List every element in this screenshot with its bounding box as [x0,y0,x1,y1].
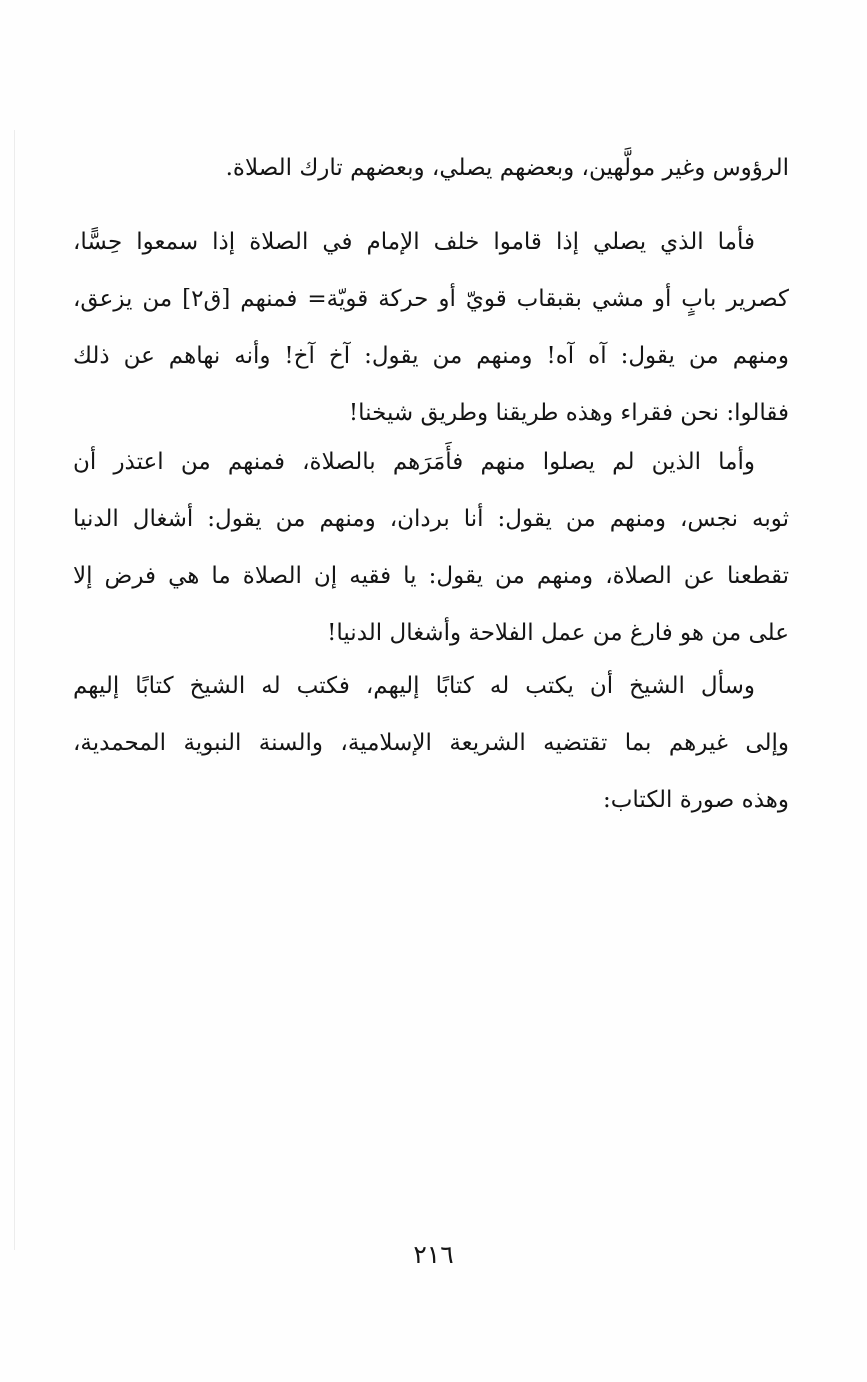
text-line: على من هو فارغ من عمل الفلاحة وأشغال الدنيا! [327,620,789,646]
text-line: فأما الذي يصلي إذا قاموا خلف الإمام في الصلاة إذا سمعوا حِسًّا، [73,229,755,255]
paragraph [73,658,789,829]
text-line: تقطعنا عن الصلاة، ومنهم من يقول: يا فقيه إن الصلاة ما هي فرض إلا [73,563,789,589]
text-line: ومنهم من يقول: آه آه! ومنهم من يقول: آخ آخ! وأنه نهاهم عن ذلك [73,343,789,369]
text-line: الرؤوس وغير مولَّهين، وبعضهم يصلي، وبعضهم تارك الصلاة. [225,155,789,181]
text-line: وإلى غيرهم بما تقتضيه الشريعة الإسلامية، والسنة النبوية المحمدية، [73,730,789,756]
text-line: وسأل الشيخ أن يكتب له كتابًا إليهم، فكتب له الشيخ كتابًا إليهم [73,673,755,699]
scan-margin-line [14,130,15,1250]
text-line: كصرير بابٍ أو مشي بقبقاب قويّ أو حركة قويّة= فمنهم [ق٢] من يزعق، [73,286,790,312]
text-line: وأما الذين لم يصلوا منهم فأَمَرَهم بالصلاة، فمنهم من اعتذر أن [73,449,755,475]
paragraph [73,140,789,197]
text-line: ثوبه نجس، ومنهم من يقول: أنا بردان، ومنهم من يقول: أشغال الدنيا [73,506,789,532]
paragraph [73,434,789,662]
page-number: ٢١٦ [413,1240,454,1269]
paragraph [73,214,789,442]
text-line: فقالوا: نحن فقراء وهذه طريقنا وطريق شيخنا! [348,400,789,426]
text-line: وهذه صورة الكتاب: [603,787,789,813]
